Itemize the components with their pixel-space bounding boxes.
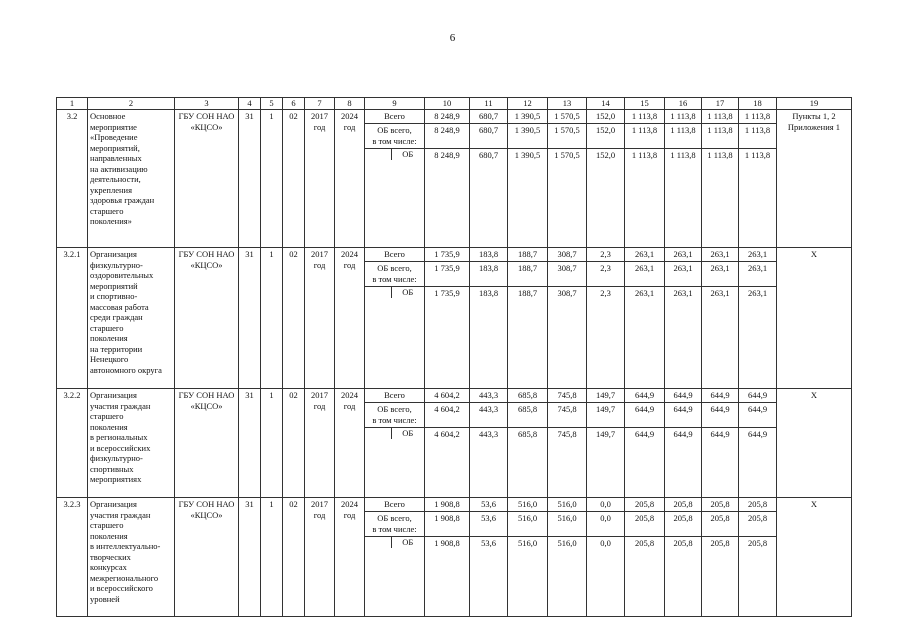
- column-header: 17: [702, 98, 739, 110]
- value-cell: 1 735,9: [425, 287, 470, 389]
- source-total-label: Всего: [365, 248, 425, 262]
- value-cell: 516,0: [508, 498, 548, 512]
- value-cell: 205,8: [665, 512, 702, 537]
- value-cell: 2,3: [587, 262, 625, 287]
- activity-name: Организация физкультурно- оздоровительных мероприятий и спортивно- массовая работа среди граждан старшего поколения на территории Ненецкого автономного округа: [88, 248, 175, 389]
- value-cell: 152,0: [587, 149, 625, 248]
- value-cell: 644,9: [665, 428, 702, 498]
- column-header: 3: [175, 98, 239, 110]
- start-year: 2017 год: [305, 110, 335, 248]
- value-cell: 1 390,5: [508, 110, 548, 124]
- value-cell: 685,8: [508, 428, 548, 498]
- value-cell: 1 390,5: [508, 149, 548, 248]
- value-cell: 745,8: [548, 389, 587, 403]
- value-cell: 205,8: [739, 512, 777, 537]
- value-cell: 1 113,8: [702, 110, 739, 124]
- end-year: 2024 год: [335, 248, 365, 389]
- value-cell: 745,8: [548, 428, 587, 498]
- end-year: 2024 год: [335, 498, 365, 617]
- code-cell: 1: [261, 110, 283, 248]
- value-cell: 516,0: [548, 537, 587, 617]
- value-cell: 685,8: [508, 403, 548, 428]
- value-cell: 183,8: [470, 287, 508, 389]
- column-header: 8: [335, 98, 365, 110]
- value-cell: 263,1: [739, 248, 777, 262]
- value-cell: 443,3: [470, 389, 508, 403]
- value-cell: 443,3: [470, 403, 508, 428]
- source-ob-total-label: ОБ всего, в том числе:: [365, 512, 425, 537]
- activity-name: Организация участия граждан старшего поколения в интеллектуально- творческих конкурсах межрегионального и всероссийского уровней: [88, 498, 175, 617]
- column-header: 12: [508, 98, 548, 110]
- source-ob-label: ОБ: [391, 149, 424, 160]
- end-year: 2024 год: [335, 110, 365, 248]
- column-header: 2: [88, 98, 175, 110]
- column-header: 9: [365, 98, 425, 110]
- value-cell: 263,1: [625, 248, 665, 262]
- source-total-label: Всего: [365, 498, 425, 512]
- item-number: 3.2: [57, 110, 88, 248]
- code-cell: 02: [283, 498, 305, 617]
- value-cell: 183,8: [470, 248, 508, 262]
- value-cell: 263,1: [702, 287, 739, 389]
- code-cell: 31: [239, 248, 261, 389]
- value-cell: 263,1: [702, 262, 739, 287]
- note-cell: Пункты 1, 2 Приложения 1: [777, 110, 852, 248]
- value-cell: 205,8: [625, 537, 665, 617]
- value-cell: 1 113,8: [702, 124, 739, 149]
- value-cell: 1 113,8: [739, 124, 777, 149]
- value-cell: 0,0: [587, 512, 625, 537]
- value-cell: 644,9: [625, 428, 665, 498]
- column-header: 18: [739, 98, 777, 110]
- start-year: 2017 год: [305, 248, 335, 389]
- source-total-label: Всего: [365, 389, 425, 403]
- column-header: 5: [261, 98, 283, 110]
- start-year: 2017 год: [305, 389, 335, 498]
- value-cell: 4 604,2: [425, 428, 470, 498]
- value-cell: 644,9: [739, 428, 777, 498]
- table-row: [57, 110, 852, 124]
- activity-name: Основное мероприятие «Проведение мероприятий, направленных на активизацию деятельности, укрепления здоровья граждан старшего поколения»: [88, 110, 175, 248]
- value-cell: 149,7: [587, 403, 625, 428]
- source-ob-total-label: ОБ всего, в том числе:: [365, 124, 425, 149]
- value-cell: 53,6: [470, 512, 508, 537]
- value-cell: 205,8: [702, 512, 739, 537]
- value-cell: 205,8: [625, 512, 665, 537]
- column-header: 16: [665, 98, 702, 110]
- value-cell: 308,7: [548, 248, 587, 262]
- activity-name: Организация участия граждан старшего поколения в региональных и всероссийских физкультурно- спортивных мероприятиях: [88, 389, 175, 498]
- value-cell: 680,7: [470, 124, 508, 149]
- value-cell: 685,8: [508, 389, 548, 403]
- value-cell: 644,9: [625, 389, 665, 403]
- column-header: 6: [283, 98, 305, 110]
- value-cell: 205,8: [702, 498, 739, 512]
- value-cell: 263,1: [665, 248, 702, 262]
- column-header: 11: [470, 98, 508, 110]
- value-cell: 2,3: [587, 248, 625, 262]
- value-cell: 4 604,2: [425, 389, 470, 403]
- value-cell: 644,9: [739, 403, 777, 428]
- value-cell: 644,9: [702, 403, 739, 428]
- value-cell: 8 248,9: [425, 124, 470, 149]
- executor: ГБУ СОН НАО «КЦСО»: [175, 248, 239, 389]
- column-number-row: [57, 98, 852, 110]
- code-cell: 02: [283, 110, 305, 248]
- value-cell: 680,7: [470, 149, 508, 248]
- value-cell: 644,9: [665, 389, 702, 403]
- value-cell: 8 248,9: [425, 110, 470, 124]
- value-cell: 263,1: [739, 262, 777, 287]
- executor: ГБУ СОН НАО «КЦСО»: [175, 498, 239, 617]
- column-header: 15: [625, 98, 665, 110]
- value-cell: 1 908,8: [425, 537, 470, 617]
- column-header: 7: [305, 98, 335, 110]
- value-cell: 443,3: [470, 428, 508, 498]
- value-cell: 1 113,8: [702, 149, 739, 248]
- value-cell: 205,8: [625, 498, 665, 512]
- note-cell: Х: [777, 248, 852, 389]
- value-cell: 8 248,9: [425, 149, 470, 248]
- value-cell: 1 113,8: [625, 110, 665, 124]
- value-cell: 205,8: [702, 537, 739, 617]
- table-row: [57, 389, 852, 403]
- value-cell: 644,9: [702, 389, 739, 403]
- value-cell: 183,8: [470, 262, 508, 287]
- code-cell: 31: [239, 110, 261, 248]
- table-row: [57, 498, 852, 512]
- code-cell: 02: [283, 389, 305, 498]
- source-ob-total-label: ОБ всего, в том числе:: [365, 403, 425, 428]
- value-cell: 205,8: [665, 537, 702, 617]
- value-cell: 152,0: [587, 124, 625, 149]
- source-ob-total-label: ОБ всего, в том числе:: [365, 262, 425, 287]
- value-cell: 516,0: [548, 512, 587, 537]
- value-cell: 205,8: [739, 537, 777, 617]
- item-number: 3.2.2: [57, 389, 88, 498]
- column-header: 4: [239, 98, 261, 110]
- item-number: 3.2.1: [57, 248, 88, 389]
- value-cell: 188,7: [508, 287, 548, 389]
- value-cell: 516,0: [508, 537, 548, 617]
- value-cell: 205,8: [739, 498, 777, 512]
- value-cell: 680,7: [470, 110, 508, 124]
- value-cell: 0,0: [587, 498, 625, 512]
- page-number: 6: [449, 32, 456, 44]
- executor: ГБУ СОН НАО «КЦСО»: [175, 389, 239, 498]
- value-cell: 188,7: [508, 248, 548, 262]
- code-cell: 1: [261, 389, 283, 498]
- start-year: 2017 год: [305, 498, 335, 617]
- value-cell: 1 735,9: [425, 262, 470, 287]
- value-cell: 644,9: [739, 389, 777, 403]
- column-header: 13: [548, 98, 587, 110]
- value-cell: 263,1: [665, 262, 702, 287]
- code-cell: 1: [261, 248, 283, 389]
- table-row: [57, 248, 852, 262]
- value-cell: 1 113,8: [665, 149, 702, 248]
- value-cell: 1 113,8: [739, 110, 777, 124]
- value-cell: 263,1: [625, 287, 665, 389]
- value-cell: 263,1: [739, 287, 777, 389]
- value-cell: 2,3: [587, 287, 625, 389]
- value-cell: 1 570,5: [548, 110, 587, 124]
- value-cell: 188,7: [508, 262, 548, 287]
- source-ob-label: ОБ: [391, 428, 424, 439]
- value-cell: 644,9: [665, 403, 702, 428]
- code-cell: 1: [261, 498, 283, 617]
- value-cell: 308,7: [548, 262, 587, 287]
- item-number: 3.2.3: [57, 498, 88, 617]
- value-cell: 0,0: [587, 537, 625, 617]
- note-cell: Х: [777, 389, 852, 498]
- column-header: 10: [425, 98, 470, 110]
- source-ob-label: ОБ: [391, 287, 424, 298]
- value-cell: 1 570,5: [548, 149, 587, 248]
- value-cell: 1 908,8: [425, 512, 470, 537]
- value-cell: 1 735,9: [425, 248, 470, 262]
- value-cell: 1 113,8: [665, 110, 702, 124]
- value-cell: 644,9: [625, 403, 665, 428]
- column-header: 14: [587, 98, 625, 110]
- value-cell: 1 390,5: [508, 124, 548, 149]
- value-cell: 149,7: [587, 389, 625, 403]
- value-cell: 263,1: [625, 262, 665, 287]
- value-cell: 53,6: [470, 498, 508, 512]
- column-header: 19: [777, 98, 852, 110]
- value-cell: 205,8: [665, 498, 702, 512]
- value-cell: 1 113,8: [625, 149, 665, 248]
- value-cell: 1 113,8: [739, 149, 777, 248]
- code-cell: 02: [283, 248, 305, 389]
- value-cell: 745,8: [548, 403, 587, 428]
- source-total-label: Всего: [365, 110, 425, 124]
- column-header: 1: [57, 98, 88, 110]
- value-cell: 1 908,8: [425, 498, 470, 512]
- value-cell: 644,9: [702, 428, 739, 498]
- value-cell: 263,1: [702, 248, 739, 262]
- executor: ГБУ СОН НАО «КЦСО»: [175, 110, 239, 248]
- value-cell: 1 113,8: [625, 124, 665, 149]
- value-cell: 308,7: [548, 287, 587, 389]
- value-cell: 516,0: [548, 498, 587, 512]
- code-cell: 31: [239, 498, 261, 617]
- value-cell: 263,1: [665, 287, 702, 389]
- code-cell: 31: [239, 389, 261, 498]
- note-cell: Х: [777, 498, 852, 617]
- value-cell: 152,0: [587, 110, 625, 124]
- program-table: [56, 97, 852, 617]
- source-ob-label: ОБ: [391, 537, 424, 548]
- value-cell: 149,7: [587, 428, 625, 498]
- value-cell: 53,6: [470, 537, 508, 617]
- value-cell: 4 604,2: [425, 403, 470, 428]
- value-cell: 1 113,8: [665, 124, 702, 149]
- value-cell: 1 570,5: [548, 124, 587, 149]
- table-body: [57, 98, 852, 617]
- value-cell: 516,0: [508, 512, 548, 537]
- end-year: 2024 год: [335, 389, 365, 498]
